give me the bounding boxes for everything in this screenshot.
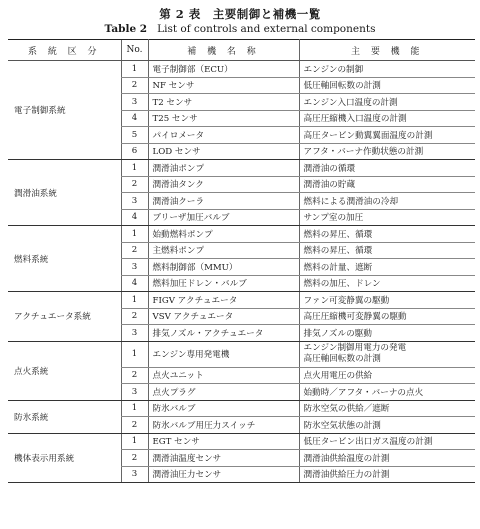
- row-number: 1: [121, 160, 148, 177]
- row-number: 1: [121, 226, 148, 243]
- table-row: [8, 160, 475, 177]
- component-function: 燃料の昇圧、循環: [299, 242, 475, 259]
- row-number: 2: [121, 367, 148, 384]
- row-number: 2: [121, 450, 148, 467]
- row-number: 2: [121, 308, 148, 325]
- component-name: 潤滑油ポンプ: [148, 160, 299, 177]
- component-function: 潤滑油供給圧力の計測: [299, 466, 475, 483]
- table-title-japanese: 第 2 表 主要制御と補機一覧: [159, 7, 321, 21]
- component-name: 主燃料ポンプ: [148, 242, 299, 259]
- component-function: 燃料の加圧、ドレン: [299, 275, 475, 292]
- component-name: 始動燃料ポンプ: [148, 226, 299, 243]
- row-number: 1: [121, 341, 148, 367]
- component-function: 防氷空気状態の計測: [299, 417, 475, 434]
- row-number: 3: [121, 325, 148, 342]
- component-name: ブリーザ加圧バルブ: [148, 209, 299, 226]
- table-body: [8, 61, 475, 483]
- table-title-english: [0, 23, 480, 35]
- component-name: 潤滑油タンク: [148, 176, 299, 193]
- row-number: 1: [121, 61, 148, 78]
- components-table: [8, 39, 475, 483]
- component-function: 燃料による潤滑油の冷却: [299, 193, 475, 210]
- row-number: 2: [121, 242, 148, 259]
- component-function: エンジン入口温度の計測: [299, 94, 475, 111]
- component-name: 防氷バルブ用圧力スイッチ: [148, 417, 299, 434]
- component-function: 低圧軸回転数の計測: [299, 77, 475, 94]
- table-row: [8, 292, 475, 309]
- component-function: 始動時／アフタ・バーナの点火: [299, 384, 475, 401]
- component-name: 燃料制御部（MMU）: [148, 259, 299, 276]
- row-number: 4: [121, 110, 148, 127]
- component-name: NF センサ: [148, 77, 299, 94]
- row-number: 1: [121, 433, 148, 450]
- row-number: 2: [121, 417, 148, 434]
- table-caption: List of controls and external components: [157, 23, 376, 35]
- component-function: 燃料の計量、遮断: [299, 259, 475, 276]
- system-category: 防氷系統: [8, 400, 121, 433]
- row-number: 4: [121, 275, 148, 292]
- table-row: [8, 61, 475, 78]
- system-category: アクチュエータ系統: [8, 292, 121, 342]
- system-category: 機体表示用系統: [8, 433, 121, 483]
- system-category: 点火系統: [8, 341, 121, 400]
- table-row: [8, 400, 475, 417]
- row-number: 2: [121, 176, 148, 193]
- component-name: 電子制御部（ECU）: [148, 61, 299, 78]
- row-number: 3: [121, 384, 148, 401]
- system-category: 燃料系統: [8, 226, 121, 292]
- row-number: 1: [121, 292, 148, 309]
- component-function: 高圧圧縮機入口温度の計測: [299, 110, 475, 127]
- header-no: No.: [121, 40, 148, 61]
- component-function: サンプ室の加圧: [299, 209, 475, 226]
- component-function: 潤滑油の貯蔵: [299, 176, 475, 193]
- function-line: 高圧軸回転数の計測: [303, 354, 381, 364]
- component-function: 潤滑油の循環: [299, 160, 475, 177]
- component-function: [299, 341, 475, 367]
- row-number: 2: [121, 77, 148, 94]
- row-number: 3: [121, 94, 148, 111]
- system-category: 潤滑油系統: [8, 160, 121, 226]
- component-name: T25 センサ: [148, 110, 299, 127]
- component-function: アフタ・バーナ作動状態の計測: [299, 143, 475, 160]
- component-name: LOD センサ: [148, 143, 299, 160]
- component-name: FIGV アクチュエータ: [148, 292, 299, 309]
- component-name: パイロメータ: [148, 127, 299, 144]
- row-number: 1: [121, 400, 148, 417]
- component-name: EGT センサ: [148, 433, 299, 450]
- component-function: 高圧圧縮機可変静翼の駆動: [299, 308, 475, 325]
- table-number-label: Table 2: [104, 23, 148, 35]
- component-name: 点火プラグ: [148, 384, 299, 401]
- row-number: 3: [121, 193, 148, 210]
- row-number: 5: [121, 127, 148, 144]
- component-name: 点火ユニット: [148, 367, 299, 384]
- component-function: 高圧タービン動翼翼面温度の計測: [299, 127, 475, 144]
- row-number: 3: [121, 466, 148, 483]
- component-name: エンジン専用発電機: [148, 341, 299, 367]
- header-system: 系 統 区 分: [8, 40, 121, 61]
- component-function: エンジンの制御: [299, 61, 475, 78]
- system-category: 電子制御系統: [8, 61, 121, 160]
- table-row: [8, 433, 475, 450]
- component-name: 潤滑油温度センサ: [148, 450, 299, 467]
- component-function: 燃料の昇圧、循環: [299, 226, 475, 243]
- component-name: 燃料加圧ドレン・バルブ: [148, 275, 299, 292]
- row-number: 4: [121, 209, 148, 226]
- row-number: 3: [121, 259, 148, 276]
- component-function: ファン可変静翼の駆動: [299, 292, 475, 309]
- component-name: VSV アクチュエータ: [148, 308, 299, 325]
- component-name: 排気ノズル・アクチュエータ: [148, 325, 299, 342]
- component-name: 防氷バルブ: [148, 400, 299, 417]
- header-component: 補 機 名 称: [148, 40, 299, 61]
- component-name: 潤滑油圧力センサ: [148, 466, 299, 483]
- component-function: 点火用電圧の供給: [299, 367, 475, 384]
- component-function: 防氷空気の供給／遮断: [299, 400, 475, 417]
- table-row: [8, 341, 475, 367]
- component-function: 排気ノズルの駆動: [299, 325, 475, 342]
- header-function: 主 要 機 能: [299, 40, 475, 61]
- row-number: 6: [121, 143, 148, 160]
- component-function: 潤滑油供給温度の計測: [299, 450, 475, 467]
- component-function: 低圧タービン出口ガス温度の計測: [299, 433, 475, 450]
- component-name: T2 センサ: [148, 94, 299, 111]
- table-row: [8, 226, 475, 243]
- function-line: エンジン制御用電力の発電: [303, 343, 407, 353]
- component-name: 潤滑油クーラ: [148, 193, 299, 210]
- header-row: [8, 40, 475, 61]
